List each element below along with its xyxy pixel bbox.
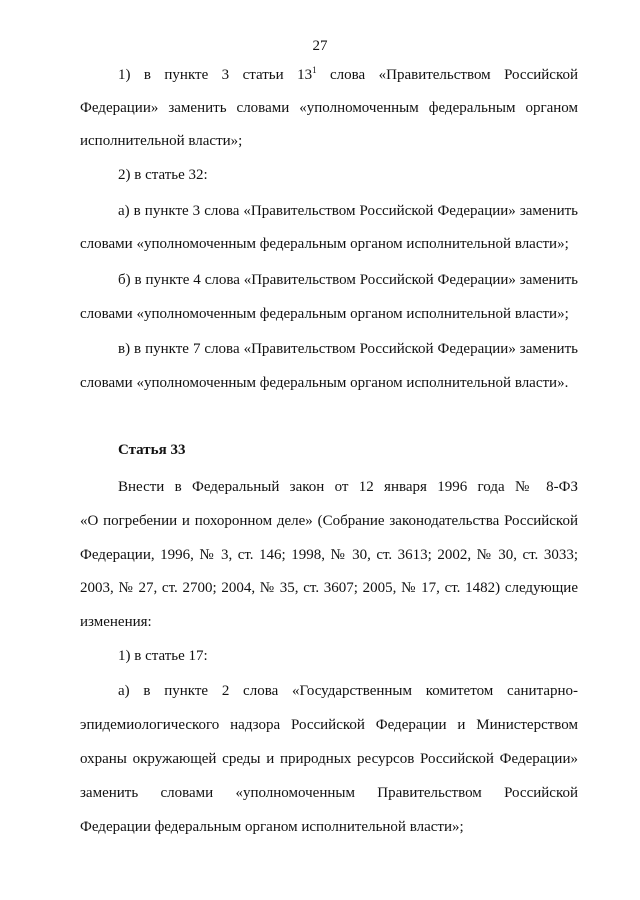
paragraph-line: изменения: [80,614,152,630]
text-fragment: 1) в пункте 3 статьи 13 [118,67,313,83]
paragraph-line: 2) в статье 32: [118,167,208,183]
paragraph-line: б) в пункте 4 слова «Правительством Российской Федерации» заменить [118,272,578,288]
paragraph-line: словами «уполномоченным федеральным органом исполнительной власти»; [80,236,569,252]
paragraph-line: в) в пункте 7 слова «Правительством Российской Федерации» заменить [118,341,578,357]
superscript: 1 [312,65,317,75]
page-number: 27 [312,38,328,54]
paragraph-line: исполнительной власти»; [80,133,243,149]
paragraph-line: охраны окружающей среды и природных ресурсов Российской Федерации» [80,751,578,767]
paragraph-line: словами «уполномоченным федеральным органом исполнительной власти». [80,375,569,391]
article-heading: Статья 33 [118,442,186,458]
paragraph-line: эпидемиологического надзора Российской Федерации и Министерством [80,717,578,733]
paragraph-line: 2003, № 27, ст. 2700; 2004, № 35, ст. 3607; 2005, № 17, ст. 1482) следующие [80,580,578,596]
paragraph-line: а) в пункте 2 слова «Государственным комитетом санитарно- [118,683,578,699]
paragraph-line: заменить словами «уполномоченным Правительством Российской [80,785,578,801]
paragraph-line: 1) в статье 17: [118,648,208,664]
paragraph-line: Федерации федеральным органом исполнительной власти»; [80,819,464,835]
paragraph-line [118,66,578,84]
text-fragment: слова «Правительством Российской [316,67,578,83]
paragraph-line: «О погребении и похоронном деле» (Собрание законодательства Российской [80,513,578,529]
paragraph-line: а) в пункте 3 слова «Правительством Российской Федерации» заменить [118,203,578,219]
paragraph-line: Внести в Федеральный закон от 12 января 1996 года № 8-ФЗ [118,479,578,495]
paragraph-line: Федерации, 1996, № 3, ст. 146; 1998, № 30, ст. 3613; 2002, № 30, ст. 3033; [80,547,578,563]
paragraph-line: Федерации» заменить словами «уполномоченным федеральным органом [80,100,578,116]
paragraph-line: словами «уполномоченным федеральным органом исполнительной власти»; [80,306,569,322]
